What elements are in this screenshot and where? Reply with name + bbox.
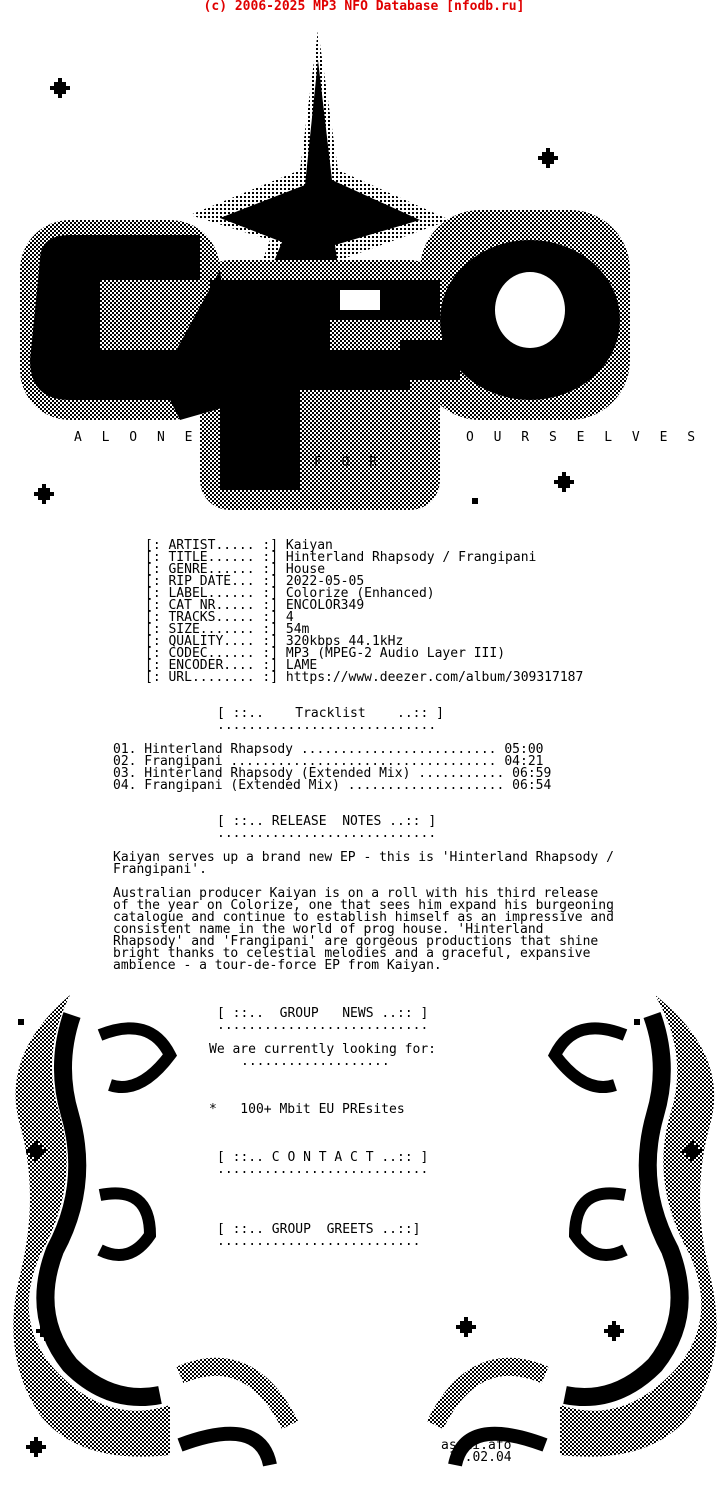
info-value: LAME [285, 658, 318, 673]
info-label: [: RIP DATE... :] [145, 574, 279, 589]
info-label: [: ENCODER.... :] [145, 658, 279, 673]
info-label: [: URL........ :] [145, 670, 279, 685]
contact-title: [ ::.. C O N T A C T ..:: ] [217, 1150, 429, 1165]
logo-word-ourselves: O U R S E L V E S [466, 430, 702, 445]
info-label: [: ARTIST..... :] [145, 538, 279, 553]
notes-dots: ............................ [217, 826, 437, 841]
info-row [145, 672, 583, 684]
copyright-header: (c) 2006-2025 MP3 NFO Database [nfodb.ru] [203, 0, 525, 14]
news-title: [ ::.. GROUP NEWS ..:: ] [217, 1006, 429, 1021]
info-value: House [285, 562, 326, 577]
info-value: 4 [285, 610, 294, 625]
ascii-date: 17.02.04 [449, 1450, 512, 1465]
info-label: [: TRACKS..... :] [145, 610, 279, 625]
track-row: 04. Frangipani (Extended Mix) .................... 06:54 [113, 778, 552, 793]
info-label: [: CAT NR..... :] [145, 598, 279, 613]
info-value: Hinterland Rhapsody / Frangipani [285, 550, 537, 565]
info-value: ENCOLOR349 [285, 598, 365, 613]
info-label: [: GENRE...... :] [145, 562, 279, 577]
info-value: Colorize (Enhanced) [285, 586, 435, 601]
info-label: [: TITLE...... :] [145, 550, 279, 565]
info-label: [: SIZE....... :] [145, 622, 279, 637]
tracklist [113, 744, 551, 792]
info-block [145, 540, 583, 684]
news-looking-text: We are currently looking for: [209, 1042, 436, 1057]
greets-title: [ ::.. GROUP GREETS ..::] [217, 1222, 421, 1237]
track-row: 02. Frangipani .................................. 04:21 [113, 754, 544, 769]
logo-word-for: F O R [314, 455, 384, 470]
notes-paragraph: Australian producer Kaiyan is on a roll with his third release of the year on Colorize, one that sees him expand his burgeoning catalogue and continue to establish himself as an impressive and consistent name in the world of prog house. 'Hinterland Rhapsody' and 'Frangipani' are gorgeous productions that shine bright thanks to celestial melodies and a graceful, expansive ambience - a tour-de-force EP from Kaiyan. [113, 886, 614, 973]
info-value: Kaiyan [285, 538, 333, 553]
logo-word-alone: A L O N E [74, 430, 199, 445]
contact-dots: ........................... [217, 1162, 429, 1177]
info-value: MP3 (MPEG-2 Audio Layer III) [285, 646, 506, 661]
track-row: 03. Hinterland Rhapsody (Extended Mix) ........... 06:59 [113, 766, 552, 781]
tracklist-title: [ ::.. Tracklist ..:: ] [217, 706, 444, 721]
info-value: 2022-05-05 [285, 574, 365, 589]
info-label: [: QUALITY.... :] [145, 634, 279, 649]
ascii-artist-credit: ascii.afo [441, 1438, 512, 1453]
info-value: 54m [285, 622, 310, 637]
info-label: [: LABEL...... :] [145, 586, 279, 601]
tracklist-dots: ............................ [217, 718, 437, 733]
info-value[interactable]: https://www.deezer.com/album/309317187 [285, 670, 584, 685]
notes-paragraph: Kaiyan serves up a brand new EP - this is 'Hinterland Rhapsody / Frangipani'. [113, 850, 614, 877]
news-item: * 100+ Mbit EU PREsites [209, 1102, 405, 1117]
info-value: 320kbps 44.1kHz [285, 634, 404, 649]
news-dots: ........................... [217, 1018, 429, 1033]
news-looking-dots: ................... [241, 1054, 390, 1069]
track-row: 01. Hinterland Rhapsody ......................... 05:00 [113, 742, 544, 757]
info-label: [: CODEC...... :] [145, 646, 279, 661]
greets-dots: .......................... [217, 1234, 421, 1249]
notes-title: [ ::.. RELEASE NOTES ..:: ] [217, 814, 437, 829]
